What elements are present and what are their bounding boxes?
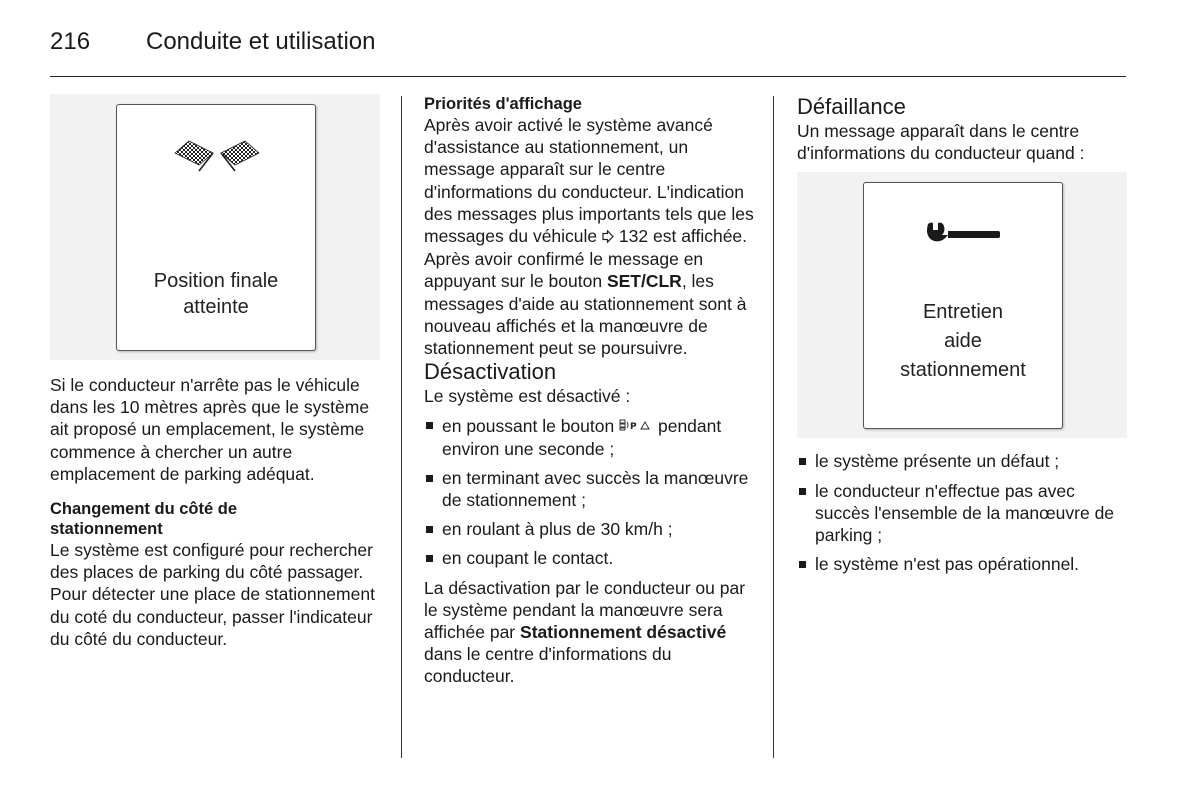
- subheading-line-2: stationnement: [50, 520, 163, 539]
- section-heading: Défaillance: [797, 94, 906, 119]
- list-item: [424, 467, 756, 511]
- display-line-1: Position finale: [153, 270, 279, 292]
- column-divider: [401, 96, 402, 758]
- display-line-2: atteinte: [183, 296, 249, 318]
- page-number: 216: [50, 28, 91, 55]
- column-divider: [773, 96, 774, 758]
- subheading-line-1: Changement du côté de: [50, 500, 238, 519]
- list-item: [797, 553, 1129, 575]
- column-2: [424, 94, 756, 688]
- paragraph-text: Après avoir activé le système avancé d'assistance au stationnement, un message apparaît sur le centre d'informations du conducteur. L'indication des messages plus importants tels que les messages du véhicule: [424, 115, 754, 247]
- bullet-icon: [426, 475, 433, 482]
- list-item: [424, 547, 756, 569]
- intro-text: Le système est désactivé :: [424, 386, 631, 407]
- parking-assist-button-icon: [619, 414, 653, 436]
- column-3: [797, 94, 1129, 575]
- page-reference-arrow-icon: [602, 226, 614, 248]
- bullet-list: [424, 414, 756, 569]
- section-heading: Désactivation: [424, 359, 557, 385]
- figure-entretien: [797, 172, 1127, 438]
- list-item-text: le système présente un défaut ;: [815, 451, 1060, 472]
- paragraph: Si le conducteur n'arrête pas le véhicule dans les 10 mètres après que le système ait proposé un emplacement, le système commence à chercher un autre emplacement de parking adéquat.: [50, 375, 370, 484]
- display-screen: [863, 182, 1063, 429]
- subheading: [50, 499, 382, 539]
- bullet-icon: [799, 458, 806, 465]
- display-line-1: Entretien: [922, 301, 1004, 324]
- set-clr-label: SET/CLR: [606, 271, 682, 292]
- page-reference: 132: [618, 226, 649, 247]
- intro-text: Un message apparaît dans le centre d'informations du conducteur quand :: [797, 121, 1085, 164]
- paragraph-text: est affichée. Après avoir confirmé le message en appuyant sur le bouton: [424, 226, 748, 292]
- list-item-text: pendant environ une seconde ;: [442, 416, 722, 459]
- column-1: [50, 94, 382, 650]
- page-header: [50, 24, 1126, 76]
- list-item-text: en poussant le bouton: [442, 416, 615, 437]
- list-item: [797, 450, 1129, 472]
- list-item: [424, 518, 756, 540]
- bullet-icon: [799, 561, 806, 568]
- paragraph-text: dans le centre d'informations du conducteur.: [424, 644, 672, 687]
- list-item-text: en terminant avec succès la manœuvre de stationnement ;: [442, 467, 749, 511]
- paragraph: [424, 577, 756, 688]
- svg-text:P: P: [630, 422, 637, 432]
- list-item: [797, 480, 1129, 547]
- list-item: [424, 414, 756, 459]
- bullet-icon: [426, 526, 433, 533]
- subheading: Priorités d'affichage: [424, 95, 582, 113]
- bullet-icon: [426, 555, 433, 562]
- paragraph-text: La désactivation par le conducteur ou par le système pendant la manœuvre sera affichée par: [424, 577, 746, 643]
- running-title: Conduite et utilisation: [146, 28, 376, 55]
- bullet-list: [797, 450, 1129, 575]
- display-line-3: stationnement: [900, 359, 1026, 382]
- figure-position-finale: [50, 94, 380, 360]
- paragraph-text: , les messages d'aide au stationnement sont à nouveau affichés et la manœuvre de stationnement peut se poursuivre.: [424, 271, 747, 359]
- paragraph: [424, 114, 756, 359]
- display-screen: [116, 104, 316, 351]
- display-line-2: aide: [944, 330, 982, 353]
- header-rule: [50, 76, 1126, 77]
- list-item-text: le conducteur n'effectue pas avec succès l'ensemble de la manœuvre de parking ;: [815, 480, 1115, 546]
- checkered-flags-icon: [169, 135, 265, 175]
- wrench-icon: [926, 221, 1002, 247]
- list-item-text: en roulant à plus de 30 km/h ;: [442, 519, 673, 540]
- stationnement-desactive-label: Stationnement désactivé: [520, 622, 727, 643]
- bullet-icon: [799, 488, 806, 495]
- paragraph: Le système est configuré pour rechercher des places de parking du côté passager. Pour détecter une place de stationnement du coté du conducteur, passer l'indicateur du côté du conducteur.: [50, 540, 375, 649]
- list-item-text: en coupant le contact.: [442, 548, 614, 569]
- list-item-text: le système n'est pas opérationnel.: [815, 554, 1080, 575]
- bullet-icon: [426, 422, 433, 429]
